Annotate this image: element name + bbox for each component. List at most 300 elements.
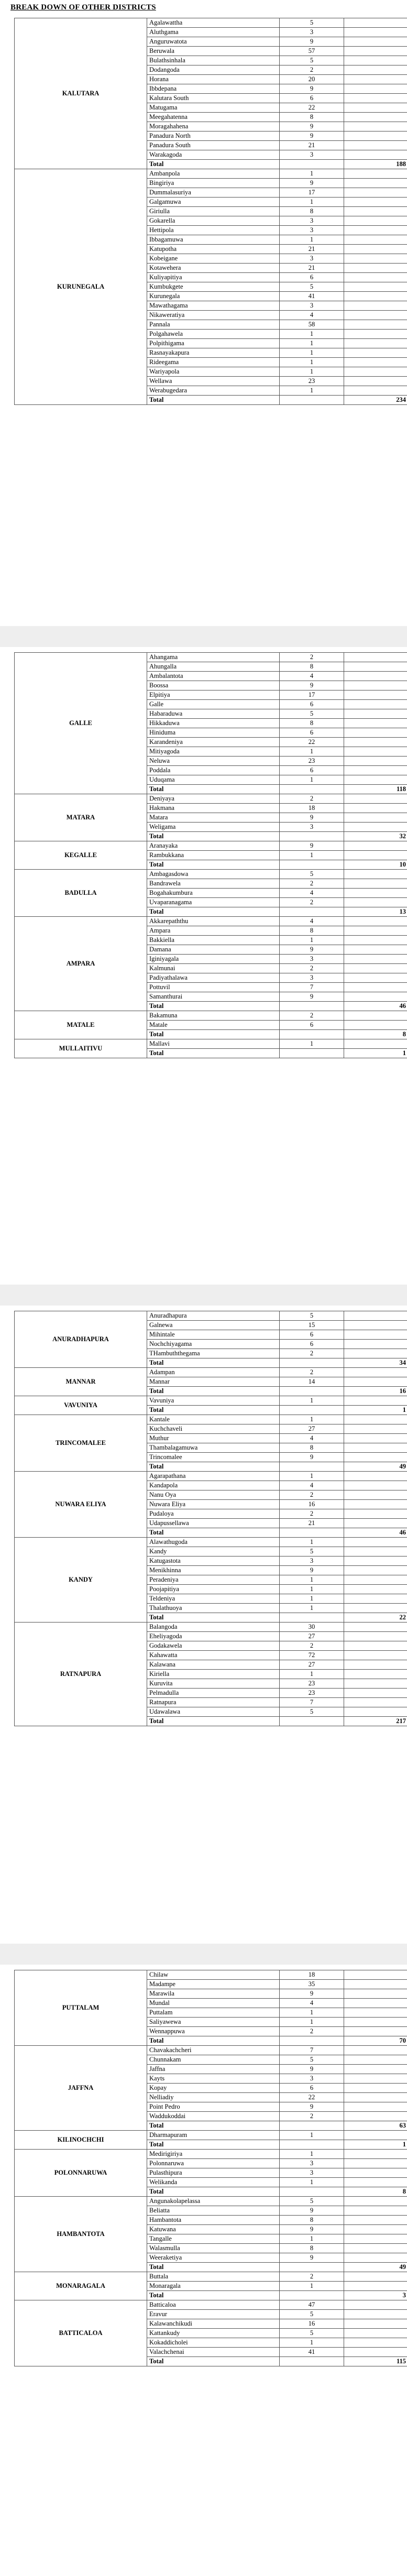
- district-total: 1: [344, 2140, 407, 2150]
- area-name: Kuchchaveli: [147, 1424, 280, 1434]
- area-count: 3: [280, 823, 344, 832]
- district-total: 10: [344, 860, 407, 870]
- area-name: Matugama: [147, 103, 280, 113]
- district-total: 34: [344, 1358, 407, 1368]
- area-count: 6: [280, 1021, 344, 1030]
- total-cell: [344, 879, 407, 889]
- area-name: Galle: [147, 700, 280, 709]
- total-cell: [344, 766, 407, 775]
- table-row: [15, 2131, 407, 2140]
- area-count: 1: [280, 1039, 344, 1049]
- area-count: 9: [280, 1453, 344, 1462]
- area-count: 9: [280, 179, 344, 188]
- area-count: 9: [280, 681, 344, 690]
- total-cell: [344, 1377, 407, 1387]
- district-name: BADULLA: [15, 870, 147, 917]
- area-name: Bingiriya: [147, 179, 280, 188]
- area-name: Alawathugoda: [147, 1538, 280, 1547]
- area-count: 1: [280, 1396, 344, 1406]
- total-cell: [344, 2018, 407, 2027]
- total-label: Total: [147, 1406, 280, 1415]
- total-label: Total: [147, 2187, 280, 2197]
- total-cell: [344, 2329, 407, 2338]
- area-count: 4: [280, 889, 344, 898]
- total-cell: [344, 936, 407, 945]
- total-cell: [344, 2300, 407, 2310]
- area-name: Monaragala: [147, 2282, 280, 2291]
- area-name: Kiriella: [147, 1670, 280, 1679]
- area-name: Katuwana: [147, 2225, 280, 2234]
- area-name: Panadura South: [147, 141, 280, 150]
- table-row: [15, 1011, 407, 1021]
- district-name: JAFFNA: [15, 2046, 147, 2131]
- page-separator: [0, 626, 407, 647]
- area-name: Kokaddicholei: [147, 2338, 280, 2348]
- district-name: MONARAGALA: [15, 2272, 147, 2300]
- area-name: Mawathagama: [147, 301, 280, 311]
- area-count: 20: [280, 75, 344, 84]
- total-cell: [344, 672, 407, 681]
- area-name: Deniyaya: [147, 794, 280, 804]
- area-count: 9: [280, 1566, 344, 1575]
- area-name: Nanu Oya: [147, 1490, 280, 1500]
- total-cell: [344, 2065, 407, 2074]
- area-name: Moragahahena: [147, 122, 280, 131]
- total-cell: [344, 709, 407, 719]
- area-count: 2: [280, 879, 344, 889]
- area-name: Iginiyagala: [147, 955, 280, 964]
- area-count: 21: [280, 264, 344, 273]
- total-cell: [344, 1575, 407, 1585]
- total-cell: [344, 1368, 407, 1377]
- total-cell: [344, 273, 407, 282]
- area-count: 2: [280, 65, 344, 75]
- total-cell: [344, 1707, 407, 1717]
- total-cell: [344, 823, 407, 832]
- total-cell: [344, 1011, 407, 1021]
- area-count: 4: [280, 672, 344, 681]
- total-cell: [344, 367, 407, 377]
- area-name: Agalawattha: [147, 18, 280, 28]
- total-cell: [344, 1481, 407, 1490]
- area-name: Aranayaka: [147, 841, 280, 851]
- total-cell: [344, 690, 407, 700]
- area-count: 23: [280, 757, 344, 766]
- area-count: 4: [280, 917, 344, 926]
- area-name: Matara: [147, 813, 280, 823]
- area-name: Pottuvil: [147, 983, 280, 992]
- total-cell: [344, 1500, 407, 1509]
- area-name: Polpithigama: [147, 339, 280, 348]
- area-count: 5: [280, 1707, 344, 1717]
- area-count: 9: [280, 841, 344, 851]
- table-row: [15, 794, 407, 804]
- area-count: 1: [280, 2008, 344, 2018]
- area-name: Damana: [147, 945, 280, 955]
- total-cell: [344, 2253, 407, 2263]
- total-cell: [344, 1509, 407, 1519]
- area-count: 1: [280, 1585, 344, 1594]
- district-name: VAVUNIYA: [15, 1396, 147, 1415]
- area-name: Kobeigane: [147, 254, 280, 264]
- area-name: Rideegama: [147, 358, 280, 367]
- total-cell: [344, 1623, 407, 1632]
- area-name: Panadura North: [147, 131, 280, 141]
- area-name: Eravur: [147, 2310, 280, 2319]
- area-name: Kantale: [147, 1415, 280, 1424]
- area-count: 7: [280, 1698, 344, 1707]
- area-count: 2: [280, 2272, 344, 2282]
- total-cell: [344, 122, 407, 131]
- total-count-blank: [280, 1613, 344, 1623]
- district-name: MULLAITIVU: [15, 1039, 147, 1058]
- total-cell: [344, 1999, 407, 2008]
- area-name: Galgamuwa: [147, 198, 280, 207]
- area-count: 6: [280, 1340, 344, 1349]
- table-row: [15, 1472, 407, 1481]
- area-count: 8: [280, 926, 344, 936]
- area-count: 8: [280, 2216, 344, 2225]
- area-count: 8: [280, 719, 344, 728]
- area-count: 8: [280, 207, 344, 216]
- area-name: Mitiyagoda: [147, 747, 280, 757]
- area-count: 1: [280, 2150, 344, 2159]
- total-cell: [344, 2234, 407, 2244]
- total-count-blank: [280, 2357, 344, 2366]
- area-count: 6: [280, 700, 344, 709]
- page-heading: BREAK DOWN OF OTHER DISTRICTS: [10, 3, 156, 12]
- area-count: 5: [280, 2310, 344, 2319]
- area-count: 5: [280, 2329, 344, 2338]
- total-label: Total: [147, 785, 280, 794]
- area-count: 9: [280, 122, 344, 131]
- area-count: 4: [280, 1999, 344, 2008]
- total-cell: [344, 2225, 407, 2234]
- total-cell: [344, 207, 407, 216]
- total-cell: [344, 1670, 407, 1679]
- district-total: 63: [344, 2121, 407, 2131]
- district-name: TRINCOMALEE: [15, 1415, 147, 1472]
- area-count: 5: [280, 870, 344, 879]
- district-total: 16: [344, 1387, 407, 1396]
- total-cell: [344, 870, 407, 879]
- area-name: Wellawa: [147, 377, 280, 386]
- total-cell: [344, 235, 407, 245]
- district-name: KURUNEGALA: [15, 169, 147, 405]
- area-name: Ambanpola: [147, 169, 280, 179]
- area-count: 9: [280, 992, 344, 1002]
- total-count-blank: [280, 2187, 344, 2197]
- area-count: 27: [280, 1424, 344, 1434]
- district-name: KILINOCHCHI: [15, 2131, 147, 2150]
- area-count: 1: [280, 358, 344, 367]
- area-name: Peradeniya: [147, 1575, 280, 1585]
- area-name: Walasmulla: [147, 2244, 280, 2253]
- table-row: [15, 2046, 407, 2055]
- area-count: 2: [280, 653, 344, 662]
- area-name: Pelmadulla: [147, 1689, 280, 1698]
- area-name: Kalawana: [147, 1660, 280, 1670]
- area-name: Puttalam: [147, 2008, 280, 2018]
- area-name: Warakagoda: [147, 150, 280, 160]
- total-count-blank: [280, 396, 344, 405]
- total-cell: [344, 1632, 407, 1641]
- area-name: Samanthurai: [147, 992, 280, 1002]
- area-name: Kopay: [147, 2084, 280, 2093]
- area-name: Gokarella: [147, 216, 280, 226]
- area-count: 27: [280, 1632, 344, 1641]
- total-cell: [344, 1698, 407, 1707]
- total-cell: [344, 386, 407, 396]
- total-cell: [344, 898, 407, 907]
- area-count: 47: [280, 2300, 344, 2310]
- area-name: Bandrawela: [147, 879, 280, 889]
- area-name: Muthur: [147, 1434, 280, 1443]
- total-count-blank: [280, 1406, 344, 1415]
- area-count: 6: [280, 94, 344, 103]
- area-name: Kuliyapitiya: [147, 273, 280, 282]
- total-cell: [344, 1443, 407, 1453]
- area-count: 21: [280, 141, 344, 150]
- total-cell: [344, 226, 407, 235]
- area-name: Dodangoda: [147, 65, 280, 75]
- total-cell: [344, 94, 407, 103]
- area-name: Habaraduwa: [147, 709, 280, 719]
- total-cell: [344, 2197, 407, 2206]
- area-count: 5: [280, 709, 344, 719]
- area-name: Eheliyagoda: [147, 1632, 280, 1641]
- total-cell: [344, 2084, 407, 2093]
- total-cell: [344, 2216, 407, 2225]
- table-row: [15, 1538, 407, 1547]
- area-count: 1: [280, 775, 344, 785]
- area-count: 1: [280, 2178, 344, 2187]
- area-count: 6: [280, 2084, 344, 2093]
- total-count-blank: [280, 2140, 344, 2150]
- area-name: Bulathsinhala: [147, 56, 280, 65]
- table-row: [15, 1415, 407, 1424]
- area-name: Padiyathalawa: [147, 973, 280, 983]
- area-count: 9: [280, 37, 344, 47]
- area-name: Hambantota: [147, 2216, 280, 2225]
- area-count: 6: [280, 766, 344, 775]
- area-name: Mundal: [147, 1999, 280, 2008]
- area-name: Buttala: [147, 2272, 280, 2282]
- table-row: [15, 2300, 407, 2310]
- total-cell: [344, 2112, 407, 2121]
- district-name: RATNAPURA: [15, 1623, 147, 1726]
- area-name: Kalmunai: [147, 964, 280, 973]
- table-row: [15, 1623, 407, 1632]
- area-count: 1: [280, 2131, 344, 2140]
- area-count: 18: [280, 1970, 344, 1980]
- area-name: Ahangama: [147, 653, 280, 662]
- area-count: 1: [280, 169, 344, 179]
- area-count: 9: [280, 84, 344, 94]
- district-total: 32: [344, 832, 407, 841]
- area-count: 9: [280, 2253, 344, 2263]
- district-table: [14, 1970, 407, 2366]
- total-cell: [344, 804, 407, 813]
- total-cell: [344, 1970, 407, 1980]
- area-count: 41: [280, 2348, 344, 2357]
- total-cell: [344, 1490, 407, 1500]
- total-cell: [344, 150, 407, 160]
- area-name: Nikaweratiya: [147, 311, 280, 320]
- district-table: [14, 652, 407, 1058]
- table-row: [15, 1368, 407, 1377]
- total-cell: [344, 794, 407, 804]
- area-count: 35: [280, 1980, 344, 1989]
- area-count: 1: [280, 936, 344, 945]
- area-count: 1: [280, 367, 344, 377]
- total-cell: [344, 1330, 407, 1340]
- area-count: 1: [280, 235, 344, 245]
- area-name: Horana: [147, 75, 280, 84]
- area-count: 5: [280, 1547, 344, 1556]
- district-total: 118: [344, 785, 407, 794]
- area-name: Uduqama: [147, 775, 280, 785]
- area-count: 41: [280, 292, 344, 301]
- area-count: 22: [280, 103, 344, 113]
- total-cell: [344, 47, 407, 56]
- area-name: Ibbdepana: [147, 84, 280, 94]
- area-count: 1: [280, 1538, 344, 1547]
- total-cell: [344, 1538, 407, 1547]
- area-name: Valachchenai: [147, 2348, 280, 2357]
- district-total: 46: [344, 1528, 407, 1538]
- area-name: Trincomalee: [147, 1453, 280, 1462]
- district-total: 1: [344, 1049, 407, 1058]
- area-count: 2: [280, 794, 344, 804]
- district-name: MATALE: [15, 1011, 147, 1039]
- district-name: PUTTALAM: [15, 1970, 147, 2046]
- area-count: 3: [280, 150, 344, 160]
- area-count: 3: [280, 226, 344, 235]
- area-count: 4: [280, 1481, 344, 1490]
- total-cell: [344, 945, 407, 955]
- area-name: Beruwala: [147, 47, 280, 56]
- total-cell: [344, 813, 407, 823]
- total-cell: [344, 292, 407, 301]
- district-name: ANURADHAPURA: [15, 1311, 147, 1368]
- area-name: Neluwa: [147, 757, 280, 766]
- total-label: Total: [147, 907, 280, 917]
- total-label: Total: [147, 2357, 280, 2366]
- area-count: 4: [280, 1434, 344, 1443]
- area-count: 1: [280, 339, 344, 348]
- total-cell: [344, 301, 407, 311]
- area-count: 3: [280, 2074, 344, 2084]
- area-name: Meegahatenna: [147, 113, 280, 122]
- total-cell: [344, 75, 407, 84]
- total-cell: [344, 377, 407, 386]
- area-count: 1: [280, 1575, 344, 1585]
- total-count-blank: [280, 2291, 344, 2300]
- total-cell: [344, 348, 407, 358]
- area-name: Ambagasdowa: [147, 870, 280, 879]
- area-name: Ratnapura: [147, 1698, 280, 1707]
- total-count-blank: [280, 2036, 344, 2046]
- table-row: [15, 653, 407, 662]
- table-row: [15, 2197, 407, 2206]
- area-name: Nochchiyagama: [147, 1340, 280, 1349]
- total-cell: [344, 1689, 407, 1698]
- area-name: Ampara: [147, 926, 280, 936]
- total-cell: [344, 917, 407, 926]
- area-name: Matale: [147, 1021, 280, 1030]
- total-cell: [344, 1021, 407, 1030]
- total-cell: [344, 2244, 407, 2253]
- area-count: 8: [280, 2244, 344, 2253]
- area-count: 16: [280, 2319, 344, 2329]
- area-name: Hiniduma: [147, 728, 280, 738]
- area-name: Batticaloa: [147, 2300, 280, 2310]
- area-name: Anguruwatota: [147, 37, 280, 47]
- total-cell: [344, 926, 407, 936]
- area-count: 3: [280, 254, 344, 264]
- total-cell: [344, 254, 407, 264]
- area-count: 14: [280, 1377, 344, 1387]
- area-count: 5: [280, 2055, 344, 2065]
- total-cell: [344, 662, 407, 672]
- total-cell: [344, 738, 407, 747]
- total-cell: [344, 198, 407, 207]
- area-count: 9: [280, 131, 344, 141]
- area-name: Karandeniya: [147, 738, 280, 747]
- total-count-blank: [280, 1030, 344, 1039]
- total-cell: [344, 653, 407, 662]
- district-name: GALLE: [15, 653, 147, 794]
- area-count: 1: [280, 2338, 344, 2348]
- total-cell: [344, 103, 407, 113]
- area-count: 15: [280, 1321, 344, 1330]
- area-name: Adampan: [147, 1368, 280, 1377]
- area-name: Beliatta: [147, 2206, 280, 2216]
- area-name: Polgahawela: [147, 330, 280, 339]
- area-name: Ahungalla: [147, 662, 280, 672]
- total-cell: [344, 775, 407, 785]
- area-name: Saliyawewa: [147, 2018, 280, 2027]
- district-total: 217: [344, 1717, 407, 1726]
- area-count: 7: [280, 2046, 344, 2055]
- total-cell: [344, 1660, 407, 1670]
- area-count: 22: [280, 2093, 344, 2102]
- area-name: Kattankudy: [147, 2329, 280, 2338]
- area-count: 5: [280, 56, 344, 65]
- area-name: Thambalagamuwa: [147, 1443, 280, 1453]
- total-label: Total: [147, 1613, 280, 1623]
- total-cell: [344, 1472, 407, 1481]
- area-count: 3: [280, 216, 344, 226]
- table-row: [15, 1970, 407, 1980]
- district-total: 1: [344, 1406, 407, 1415]
- area-name: Kahawatta: [147, 1651, 280, 1660]
- total-cell: [344, 1424, 407, 1434]
- area-name: Dharmapuram: [147, 2131, 280, 2140]
- area-count: 8: [280, 1443, 344, 1453]
- total-cell: [344, 188, 407, 198]
- area-name: Balangoda: [147, 1623, 280, 1632]
- total-cell: [344, 282, 407, 292]
- area-name: Hikkaduwa: [147, 719, 280, 728]
- area-name: Udapussellawa: [147, 1519, 280, 1528]
- total-cell: [344, 1679, 407, 1689]
- area-name: Werabugedara: [147, 386, 280, 396]
- area-name: Waddukoddai: [147, 2112, 280, 2121]
- area-count: 3: [280, 301, 344, 311]
- area-count: 9: [280, 2225, 344, 2234]
